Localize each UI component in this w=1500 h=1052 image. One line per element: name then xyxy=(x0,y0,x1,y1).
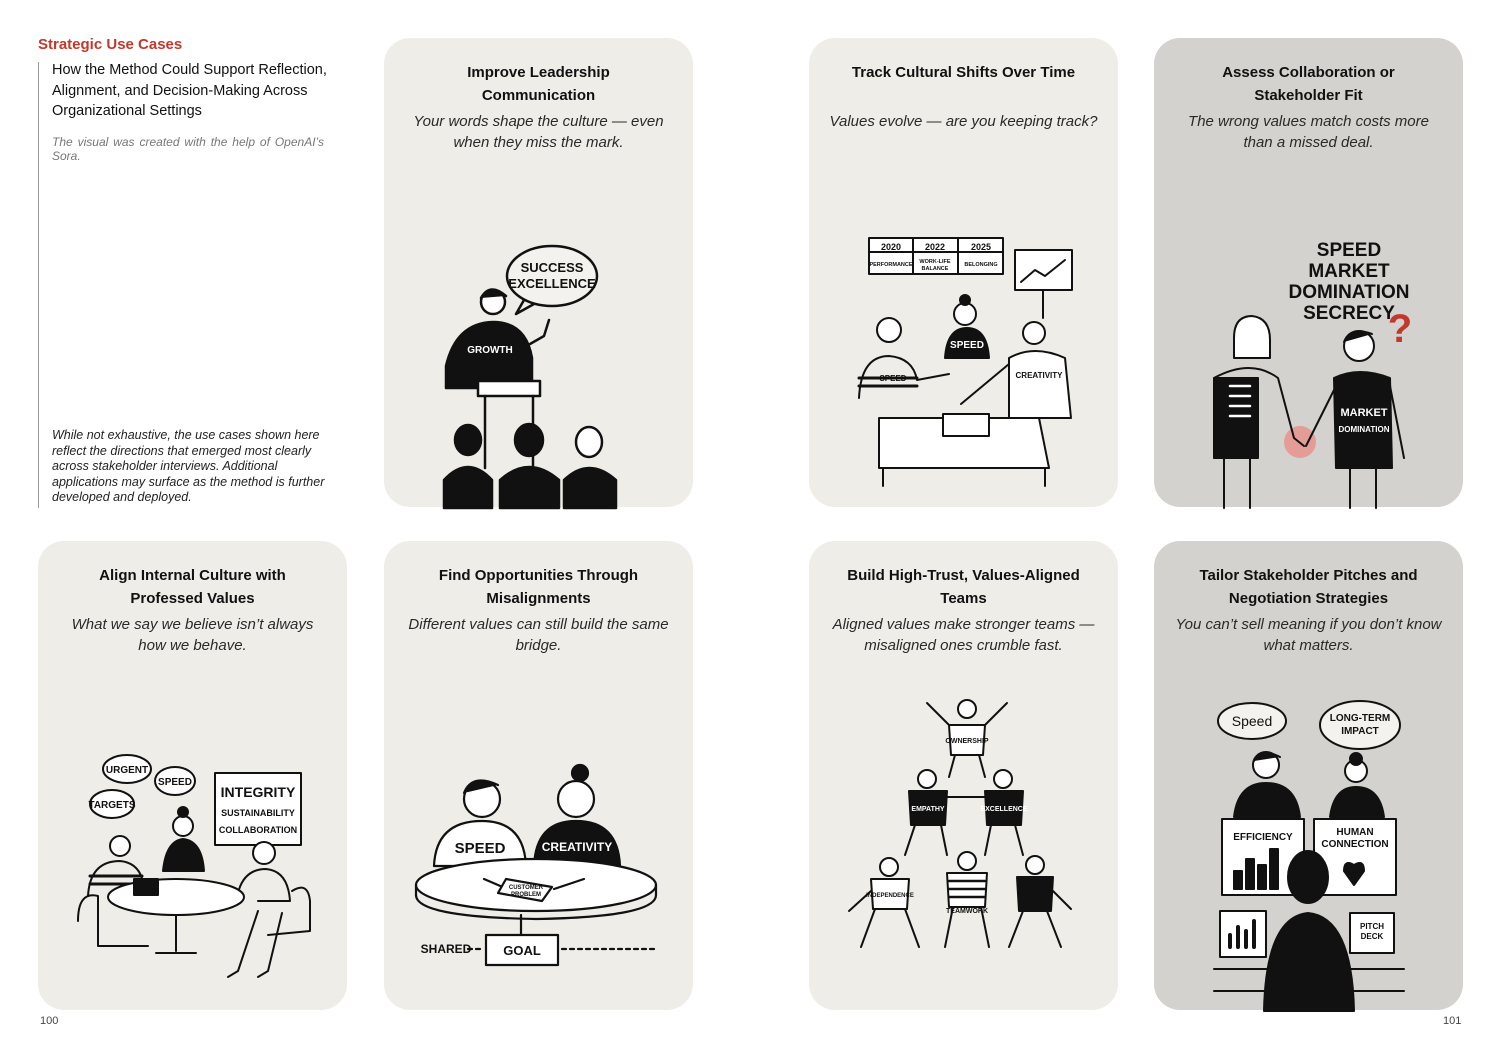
intro-note: While not exhaustive, the use cases shown here reflect the directions that emerged most clearly across stakeholder interviews. Additional applications may surface as the method is further developed and deployed. xyxy=(52,428,325,504)
intro-section xyxy=(38,36,348,510)
leader-speaking-illustration xyxy=(384,218,693,507)
card-cultural-shifts xyxy=(809,38,1118,507)
deck-word: PITCH xyxy=(1360,922,1384,931)
card-title: Build High-Trust, Values-Aligned Teams xyxy=(847,567,1080,607)
sign-word: COLLABORATION xyxy=(218,825,298,835)
shirt-word: SPEED xyxy=(950,340,984,351)
bubble-word: LONG-TERM xyxy=(1329,713,1391,724)
shirt-word: TEAMWORK xyxy=(946,908,988,915)
shirt-word: SPEED xyxy=(879,374,907,383)
bubble-word: Speed xyxy=(1231,713,1273,729)
page-number-left: 100 xyxy=(40,1015,59,1027)
shirt-word: EXCELLENCE xyxy=(980,806,1028,813)
card-subtitle: Your words shape the culture — even when they miss the mark. xyxy=(413,113,664,151)
shirt-word: EMPATHY xyxy=(911,806,945,813)
year-label: 2025 xyxy=(970,242,992,252)
intro-divider xyxy=(38,62,39,508)
bubble-word: SPEED xyxy=(158,777,192,788)
paper-word: CUSTOMER xyxy=(508,885,544,891)
bubble-word: SUCCESS xyxy=(520,260,584,275)
card-subtitle: Different values can still build the same bridge. xyxy=(408,616,669,654)
card-title: Find Opportunities Through Misalignments xyxy=(438,567,639,607)
board-word: CONNECTION xyxy=(1321,839,1389,850)
card-title: Assess Collaboration or Stakeholder Fit xyxy=(1222,64,1395,104)
handshake-illustration xyxy=(1154,218,1463,507)
bubble-word: TARGETS xyxy=(88,800,136,811)
card-subtitle: Values evolve — are you keeping track? xyxy=(829,113,1098,130)
shirt-word: GROWTH xyxy=(467,345,513,356)
shirt-word: CREATIVITY xyxy=(541,840,613,854)
section-heading: Strategic Use Cases xyxy=(38,36,183,53)
page-number-right: 101 xyxy=(1443,1015,1462,1027)
card-subtitle: The wrong values match costs more than a missed deal. xyxy=(1188,113,1429,151)
vest-word: DOMINATION xyxy=(1338,425,1390,434)
card-title: Improve Leadership Communication xyxy=(467,64,610,104)
sign-word: SUSTAINABILITY xyxy=(221,808,295,818)
card-high-trust-teams xyxy=(809,541,1118,1010)
value-word: DOMINATION xyxy=(1288,282,1410,303)
card-misalignments xyxy=(384,541,693,1010)
question-mark: ? xyxy=(1387,307,1413,351)
deck-word: DECK xyxy=(1360,932,1384,941)
shared-label: SHARED xyxy=(420,942,472,956)
value-label: PERFORMANCE xyxy=(869,262,913,268)
human-pyramid-illustration xyxy=(809,721,1118,1010)
value-word: SECRECY xyxy=(1303,303,1395,324)
card-align-internal-culture xyxy=(38,541,347,1010)
goal-label: GOAL xyxy=(503,943,541,958)
card-subtitle: Aligned values make stronger teams — misaligned ones crumble fast. xyxy=(832,616,1095,654)
card-stakeholder-fit xyxy=(1154,38,1463,507)
bubble-word: EXCELLENCE xyxy=(508,276,596,291)
bubble-word: IMPACT xyxy=(1341,726,1379,737)
value-word: SPEED xyxy=(1316,240,1382,261)
card-stakeholder-pitches xyxy=(1154,541,1463,1010)
year-label: 2022 xyxy=(924,242,946,252)
board-word: EFFICIENCY xyxy=(1233,832,1293,843)
shirt-word: SPEED xyxy=(454,840,506,857)
board-word: HUMAN xyxy=(1336,827,1374,838)
card-title: Tailor Stakeholder Pitches and Negotiation Strategies xyxy=(1199,567,1418,607)
card-title: Align Internal Culture with Professed Values xyxy=(99,567,286,607)
year-label: 2020 xyxy=(880,242,902,252)
shirt-word: INDEPENDENCE xyxy=(866,893,914,899)
shared-goal-illustration xyxy=(384,721,693,1010)
card-subtitle: You can’t sell meaning if you don’t know what matters. xyxy=(1175,616,1442,654)
team-meeting-illustration xyxy=(38,721,347,1010)
value-word: MARKET xyxy=(1308,261,1390,282)
paper-word: PROBLEM xyxy=(511,892,541,898)
bubble-word: URGENT xyxy=(105,765,149,776)
shirt-word: OWNERSHIP xyxy=(945,738,989,745)
vest-word: MARKET xyxy=(1340,407,1388,419)
sign-word: INTEGRITY xyxy=(220,784,296,800)
section-subtitle: How the Method Could Support Reflection, Alignment, and Decision-Making Across Organizational Settings xyxy=(52,62,327,119)
image-credit: The visual was created with the help of OpenAI’s Sora. xyxy=(52,135,324,163)
cultural-shift-illustration xyxy=(809,218,1118,507)
card-leadership-communication xyxy=(384,38,693,507)
pitch-negotiation-illustration xyxy=(1154,713,1463,1010)
value-label: WORK-LIFE xyxy=(919,259,951,265)
card-title: Track Cultural Shifts Over Time xyxy=(851,64,1076,81)
value-label: BELONGING xyxy=(964,262,998,268)
card-subtitle: What we say we believe isn’t always how we behave. xyxy=(71,616,314,654)
value-label: BALANCE xyxy=(921,266,949,272)
shirt-word: CREATIVITY xyxy=(1015,371,1063,380)
